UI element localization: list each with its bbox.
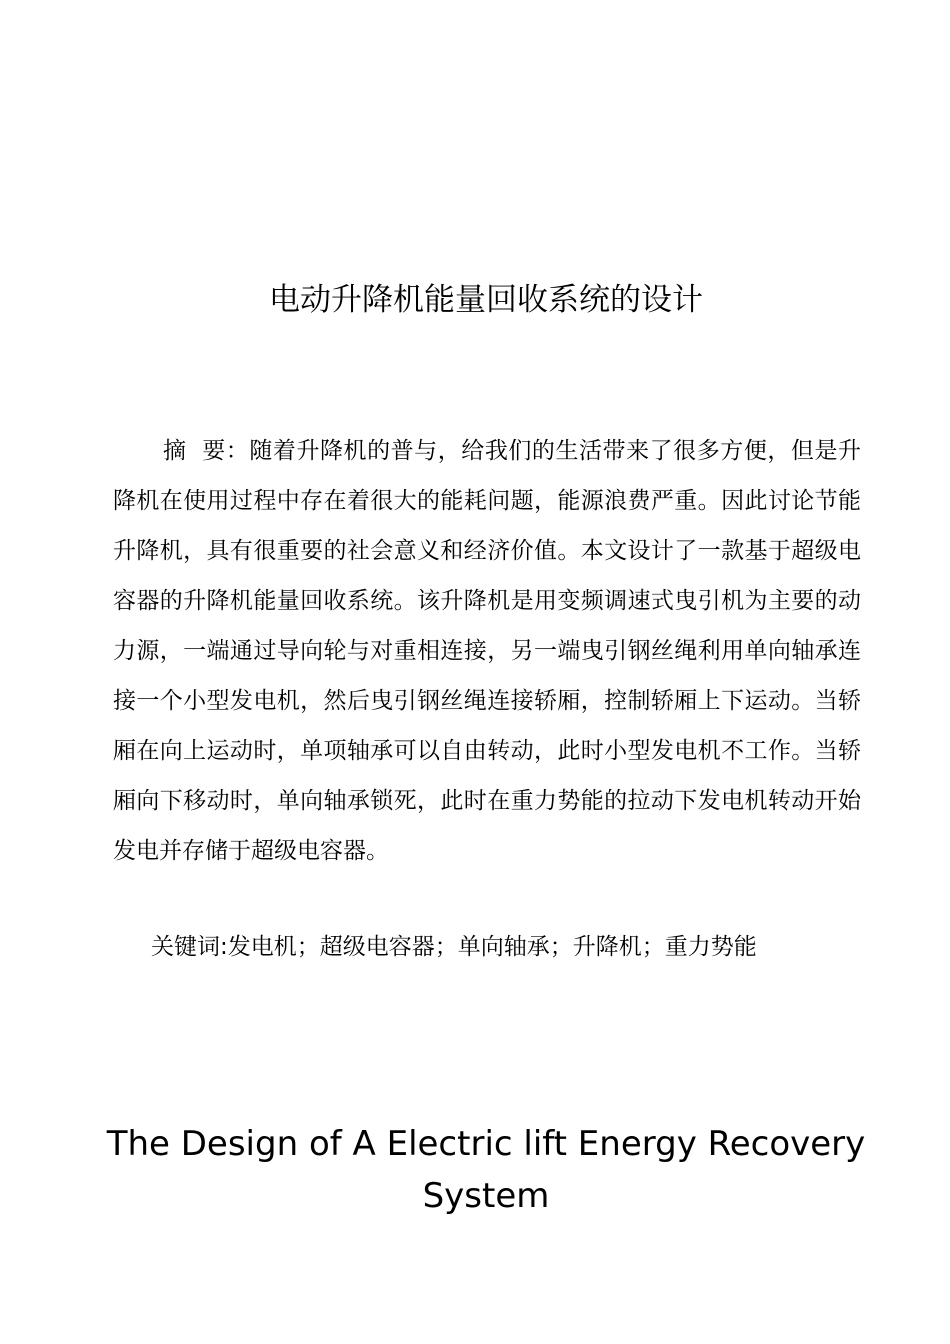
- keywords-line: [151, 925, 871, 969]
- chinese-title: 电动升降机能量回收系统的设计: [269, 282, 703, 318]
- keywords-label: 关键词:: [151, 934, 228, 960]
- abstract-label: 摘 要：: [163, 438, 250, 464]
- abstract-paragraph: [113, 426, 861, 876]
- keywords-text: 发电机；超级电容器；单向轴承；升降机；重力势能: [227, 934, 757, 960]
- english-title: The Design of A Electric lift Energy Recovery System: [106, 1124, 866, 1216]
- abstract-text: 随着升降机的普与，给我们的生活带来了很多方便，但是升降机在使用过程中存在着很大的能耗问题，能源浪费严重。因此讨论节能升降机，具有很重要的社会意义和经济价值。本文设计了一款基于超级电容器的升降机能量回收系统。该升降机是用变频调速式曳引机为主要的动力源，一端通过导向轮与对重相连接，另一端曳引钢丝绳利用单向轴承连接一个小型发电机，然后曳引钢丝绳连接轿厢，控制轿厢上下运动。当轿厢在向上运动时，单项轴承可以自由转动，此时小型发电机不工作。当轿厢向下移动时，单向轴承锁死，此时在重力势能的拉动下发电机转动开始发电并存储于超级电容器。: [113, 438, 862, 864]
